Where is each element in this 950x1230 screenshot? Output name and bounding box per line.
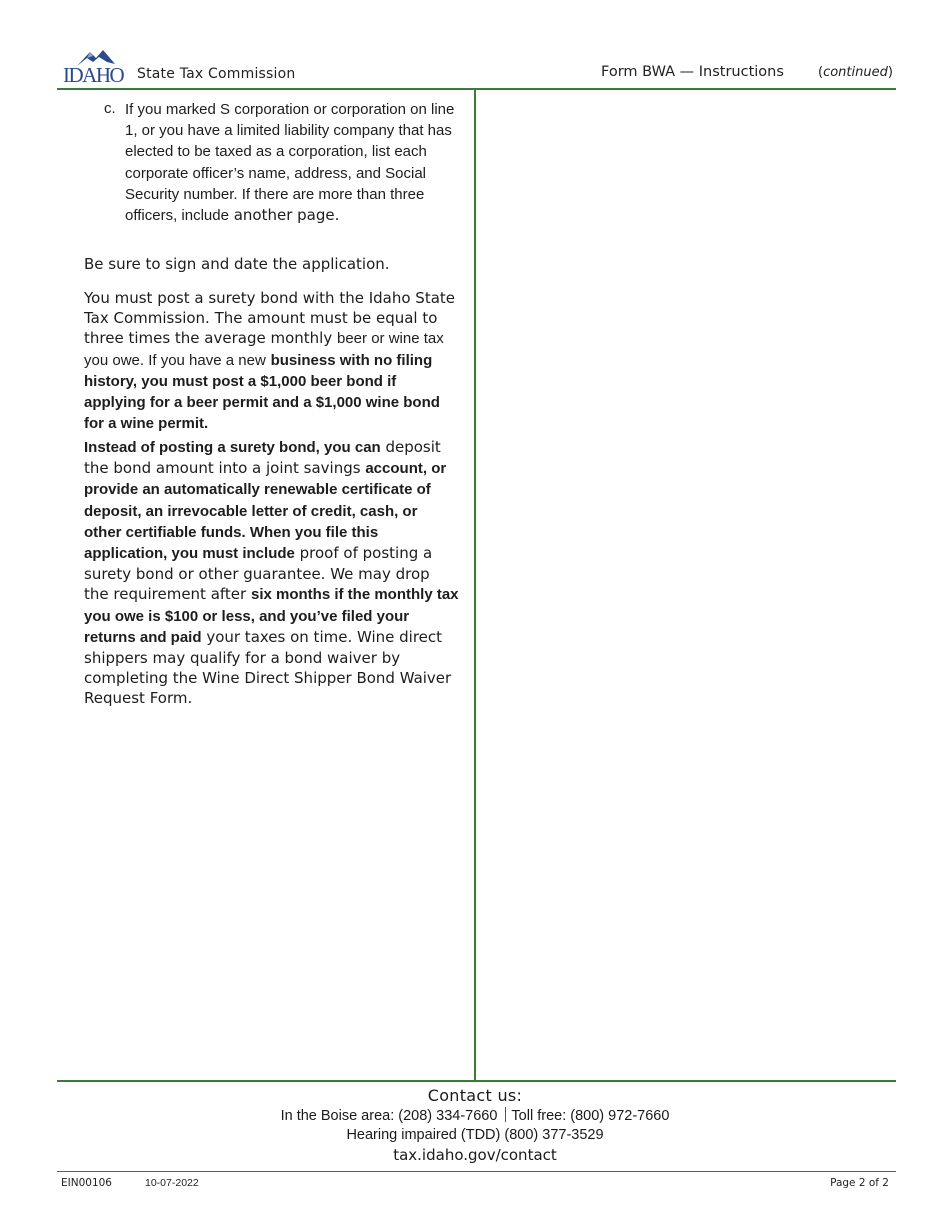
form-code: EIN00106 [61, 1177, 112, 1189]
toll-free-phone: Toll free: (800) 972-7660 [511, 1108, 670, 1124]
svg-text:IDAHO: IDAHO [63, 63, 124, 84]
tdd-phone: Hearing impaired (TDD) (800) 377-3529 [346, 1127, 604, 1143]
idaho-logo [63, 48, 135, 84]
item-c-text: If you marked S corporation or corporation on line 1, or you have a limited liability company that has elected to be taxed as a corporation, list each corporate officer’s name, address, and Social Security number. If there are more than three officers, include [125, 101, 455, 225]
agency-name: State Tax Commission [137, 66, 296, 82]
alt-text-1: Instead of posting a surety bond, you can [84, 439, 381, 456]
page-number: Page 2 of 2 [830, 1177, 889, 1189]
form-title: Form BWA — Instructions [601, 64, 784, 80]
alt-text-2: deposit the bond amount into a joint savings [84, 438, 441, 478]
continued-label: (continued) [818, 65, 893, 80]
bottom-rule [57, 1171, 896, 1172]
form-date: 10-07-2022 [145, 1177, 199, 1189]
bond-text-3: business with no filing history, you must post a $1,000 beer bond if applying for a beer permit and a $1,000 wine bond for a wine permit. [84, 351, 440, 433]
contact-heading: Contact us: [427, 1086, 523, 1105]
alt-text-3: account, or provide an automatically renewable certificate of deposit, an irrevocable letter of credit, cash, or other certifiable funds. When you file this application, you must include [84, 460, 447, 563]
bond-alternative-paragraph [84, 437, 459, 709]
separator [505, 1107, 506, 1122]
column-divider [474, 90, 476, 1081]
list-marker: c. [104, 100, 116, 117]
alt-text-5: six months if the monthly tax you owe is $100 or less, and you’ve filed your returns and paid [84, 586, 459, 646]
boise-phone: In the Boise area: (208) 334-7660 [280, 1108, 498, 1124]
instruction-item-c [104, 99, 459, 226]
footer-rule [57, 1080, 896, 1082]
alt-text-4: proof of posting a surety bond or other guarantee. We may drop the requirement after [84, 544, 433, 604]
bond-text-2: beer or wine tax you owe. If you have a new [84, 330, 444, 369]
surety-bond-paragraph [84, 288, 459, 434]
bond-text-1: You must post a surety bond with the Idaho State Tax Commission. The amount must be equal to three times the average monthly [84, 289, 456, 348]
sign-instruction: Be sure to sign and date the application. [84, 255, 390, 273]
item-c-tail: another page. [233, 206, 340, 225]
contact-phones [0, 1107, 950, 1124]
header-rule [57, 88, 896, 90]
alt-text-6: your taxes on time. Wine direct shippers may qualify for a bond waiver by completing the Wine Direct Shipper Bond Waiver Request Form. [84, 627, 452, 708]
contact-website-link[interactable]: tax.idaho.gov/contact [393, 1146, 557, 1164]
